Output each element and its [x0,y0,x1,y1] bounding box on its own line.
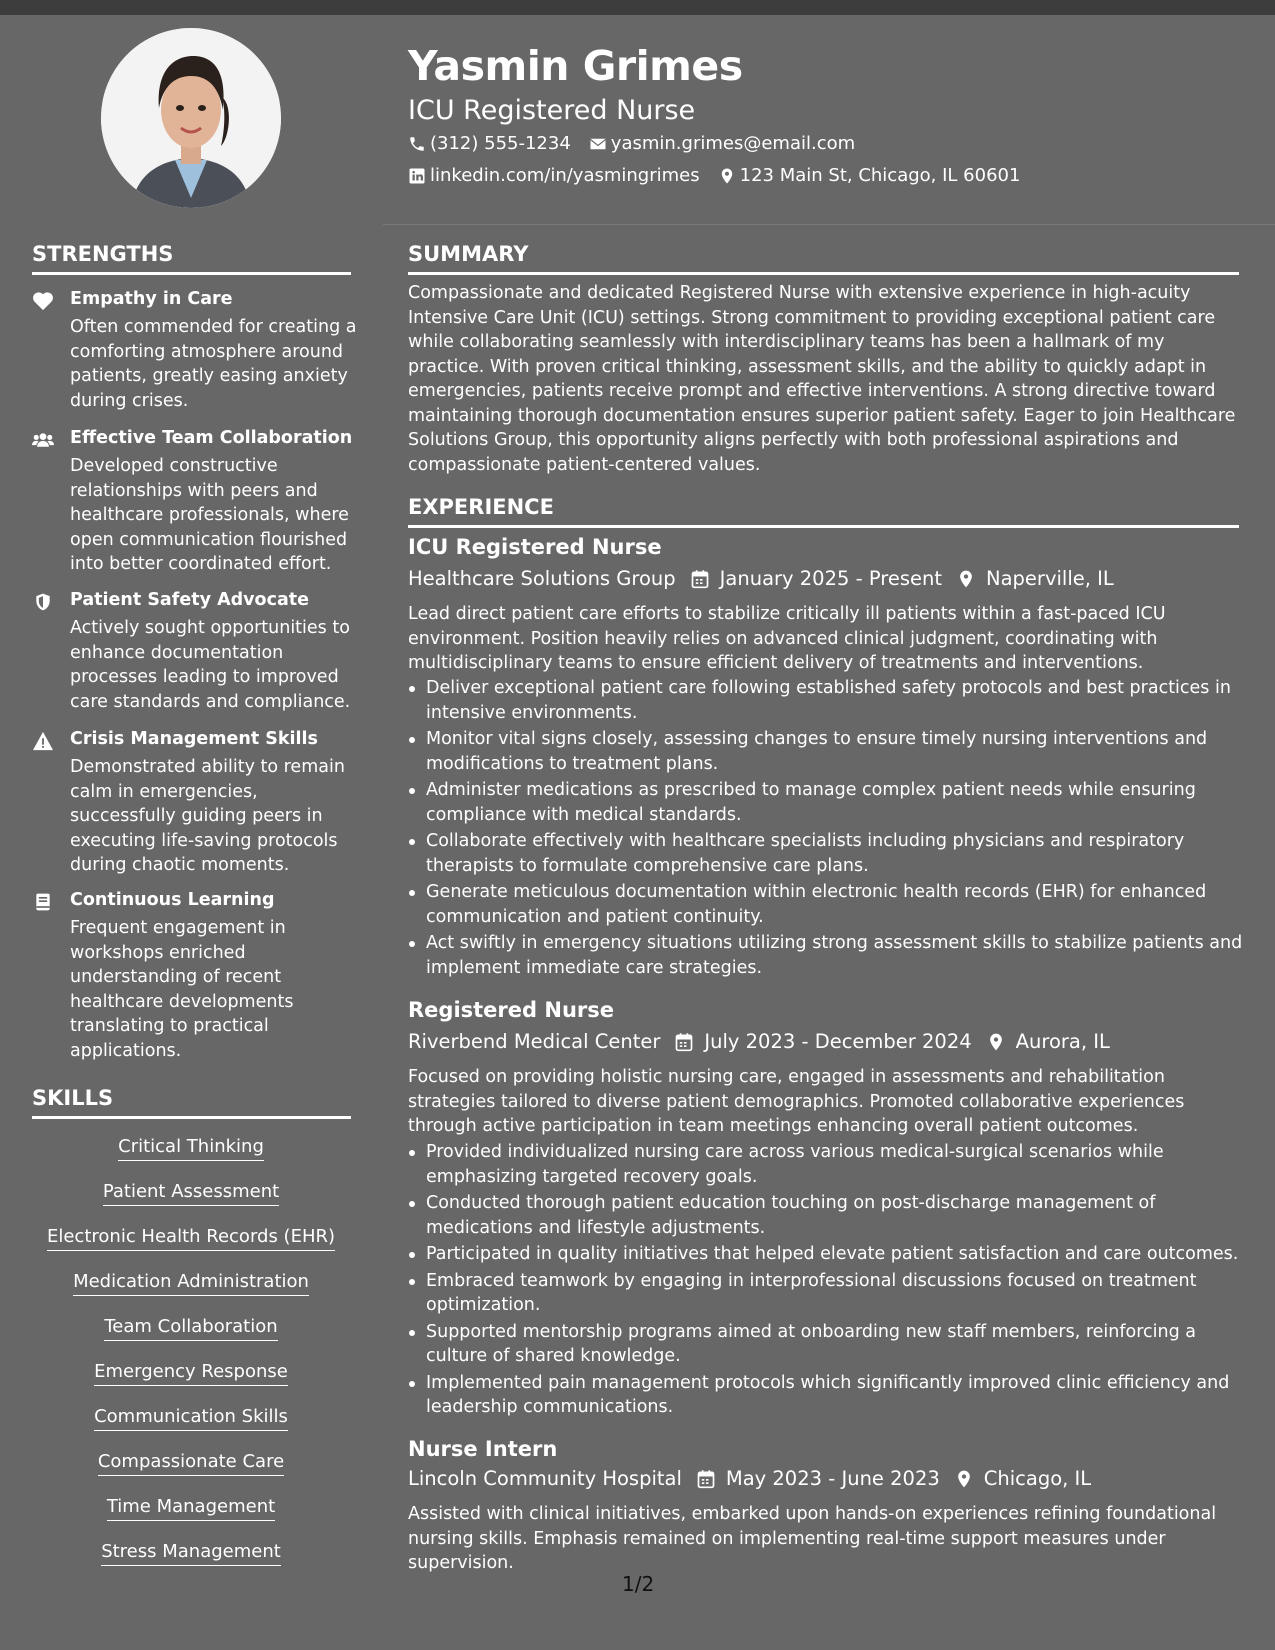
job-location: Aurora, IL [1015,1030,1110,1053]
job-bullet: Supported mentorship programs aimed at onboarding new staff members, reinforcing a culture of shared knowledge. [426,1320,1261,1369]
strength-title: Continuous Learning [70,890,275,910]
phone-text: (312) 555-1234 [430,133,571,154]
address-text: 123 Main St, Chicago, IL 60601 [739,165,1021,186]
strength-title: Effective Team Collaboration [70,428,353,448]
email-contact[interactable] [589,133,855,154]
email-text: yasmin.grimes@email.com [610,133,856,154]
strength-title: Crisis Management Skills [70,729,318,749]
job-bullet: Administer medications as prescribed to manage complex patient needs while ensuring compliance with medical standards. [426,778,1261,827]
strength-desc: Actively sought opportunities to enhance documentation processes leading to improved care standards and compliance. [70,618,351,712]
job-title: Nurse Intern [408,1437,558,1461]
skill-tag: Stress Management [32,1541,350,1566]
candidate-role: ICU Registered Nurse [408,95,696,126]
job-location: Naperville, IL [986,567,1114,590]
job-bullet: Provided individualized nursing care across various medical-surgical scenarios while emphasizing targeted recovery goals. [426,1140,1261,1189]
job-description: Focused on providing holistic nursing care, engaged in assessments and rehabilitation strategies tailored to diverse patient demographics. Promoted collaborative experiences through active participation in team meetings enhancing overall patient outcomes. [408,1067,1185,1136]
job-meta [408,1467,1091,1490]
job-bullet: Participated in quality initiatives that helped elevate patient satisfaction and care outcomes. [426,1242,1261,1267]
experience-rule [408,525,1239,528]
job-meta [408,567,1114,590]
job-company: Lincoln Community Hospital [408,1467,682,1490]
job-company: Healthcare Solutions Group [408,567,676,590]
skills-rule [32,1116,351,1119]
contact-row-2 [408,165,1038,186]
users-icon [32,430,54,450]
skill-tag: Medication Administration [32,1271,350,1296]
job-bullet: Act swiftly in emergency situations utilizing strong assessment skills to stabilize patients and implement immediate care strategies. [426,931,1261,980]
skill-tag: Critical Thinking [32,1136,350,1161]
skill-tag: Emergency Response [32,1361,350,1386]
warning-icon [32,731,54,751]
calendar-icon [674,1032,694,1052]
job-company: Riverbend Medical Center [408,1030,661,1053]
job-bullet: Embraced teamwork by engaging in interprofessional discussions focused on treatment optimization. [426,1269,1261,1318]
job-bullet: Monitor vital signs closely, assessing changes to ensure timely nursing interventions and modifications to treatment plans. [426,727,1261,776]
profile-photo [101,28,281,208]
job-bullet: Collaborate effectively with healthcare specialists including physicians and respiratory therapists to formulate comprehensive care plans. [426,829,1261,878]
strength-desc: Demonstrated ability to remain calm in emergencies, successfully guiding peers in executing life-saving protocols during chaotic moments. [70,757,345,875]
phone-icon [408,135,426,153]
job-dates: July 2023 - December 2024 [704,1030,972,1053]
job-bullet: Implemented pain management protocols which significantly improved clinic efficiency and leadership communications. [426,1371,1261,1420]
job-dates: January 2025 - Present [719,567,943,590]
job-bullets [408,676,1261,982]
linkedin-icon [408,167,426,185]
strength-title: Patient Safety Advocate [70,590,309,610]
job-bullet: Deliver exceptional patient care following established safety protocols and best practices in intensive environments. [426,676,1261,725]
candidate-name: Yasmin Grimes [408,42,743,90]
job-description: Assisted with clinical initiatives, embarked upon hands-on experiences refining foundational nursing skills. Emphasis remained on implementing real-time support measures under supervision. [408,1504,1217,1573]
skill-tag: Team Collaboration [32,1316,350,1341]
book-icon [32,892,54,912]
summary-text: Compassionate and dedicated Registered Nurse with extensive experience in high-acuity Intensive Care Unit (ICU) settings. Strong commitment to providing exceptional patient care while collaborating seamlessly with interdisciplinary teams has been a hallmark of my practice. With proven critical thinking, assessment skills, and the ability to quickly adapt in emergencies, patients receive prompt and effective interventions. A strong directive toward maintaining thorough documentation ensures superior patient safety. Eager to join Healthcare Solutions Group, this opportunity aligns perfectly with both professional aspirations and compassionate patient-centered values. [408,283,1236,475]
job-meta [408,1030,1110,1053]
job-title: Registered Nurse [408,998,614,1022]
job-location: Chicago, IL [983,1467,1092,1490]
strength-desc: Often commended for creating a comforting atmosphere around patients, greatly easing anxiety during crises. [70,317,357,411]
skill-tag: Time Management [32,1496,350,1521]
calendar-icon [696,1469,716,1489]
address-contact [718,165,1021,186]
skill-tag: Compassionate Care [32,1451,350,1476]
strengths-heading: STRENGTHS [32,242,174,266]
job-description: Lead direct patient care efforts to stabilize critically ill patients within a fast-paced ICU environment. Position heavily relies on advanced clinical judgment, coordinating with multidisciplinary teams to ensure efficient delivery of treatments and interventions. [408,604,1166,673]
skill-tag: Electronic Health Records (EHR) [32,1226,350,1251]
skill-tag: Patient Assessment [32,1181,350,1206]
linkedin-contact[interactable] [408,165,700,186]
linkedin-text: linkedin.com/in/yasmingrimes [430,165,700,186]
job-bullet: Conducted thorough patient education touching on post-discharge management of medications and lifestyle adjustments. [426,1191,1261,1240]
map-pin-icon [956,569,976,589]
strength-desc: Developed constructive relationships with peers and healthcare professionals, where open communication flourished into better coordinated effort. [70,456,349,574]
summary-rule [408,272,1239,275]
job-bullet: Generate meticulous documentation within electronic health records (EHR) for enhanced communication and patient continuity. [426,880,1261,929]
skills-heading: SKILLS [32,1086,114,1110]
map-pin-icon [986,1032,1006,1052]
strength-title: Empathy in Care [70,289,233,309]
page-number: 1/2 [622,1572,655,1596]
strength-desc: Frequent engagement in workshops enriched understanding of recent healthcare developments translating to practical applications. [70,918,294,1061]
experience-heading: EXPERIENCE [408,495,554,519]
strengths-rule [32,272,351,275]
top-bar [0,0,1275,15]
phone-contact[interactable] [408,133,571,154]
map-pin-icon [718,167,736,185]
calendar-icon [690,569,710,589]
summary-heading: SUMMARY [408,242,529,266]
heart-icon [32,291,54,311]
contact-row-1 [408,133,873,154]
job-dates: May 2023 - June 2023 [725,1467,940,1490]
shield-icon [32,592,54,612]
map-pin-icon [954,1469,974,1489]
envelope-icon [589,135,607,153]
skill-tag: Communication Skills [32,1406,350,1431]
header-divider [383,224,1275,225]
job-title: ICU Registered Nurse [408,535,662,559]
job-bullets [408,1140,1261,1422]
